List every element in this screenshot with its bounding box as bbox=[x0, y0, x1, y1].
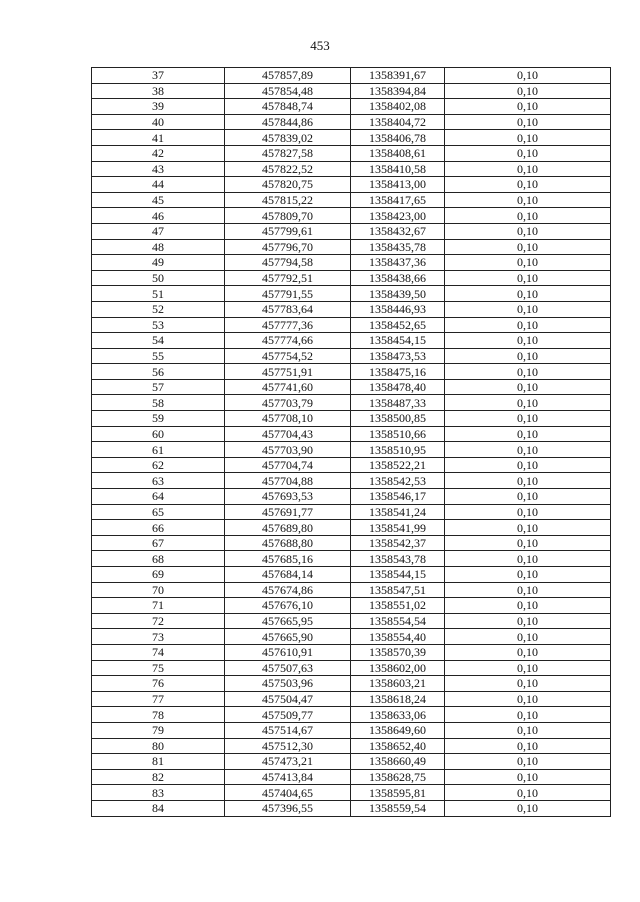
table-row bbox=[92, 114, 611, 130]
y-coordinate-cell: 1358394,84 bbox=[351, 83, 445, 99]
accuracy-cell: 0,10 bbox=[445, 145, 611, 161]
accuracy-cell: 0,10 bbox=[445, 411, 611, 427]
point-number-cell: 39 bbox=[92, 99, 225, 115]
y-coordinate-cell: 1358423,00 bbox=[351, 208, 445, 224]
accuracy-cell: 0,10 bbox=[445, 613, 611, 629]
y-coordinate-cell: 1358500,85 bbox=[351, 411, 445, 427]
x-coordinate-cell: 457665,90 bbox=[225, 629, 351, 645]
table-row bbox=[92, 145, 611, 161]
accuracy-cell: 0,10 bbox=[445, 504, 611, 520]
table-row bbox=[92, 535, 611, 551]
y-coordinate-cell: 1358551,02 bbox=[351, 598, 445, 614]
y-coordinate-cell: 1358417,65 bbox=[351, 192, 445, 208]
x-coordinate-cell: 457704,74 bbox=[225, 457, 351, 473]
table-row bbox=[92, 333, 611, 349]
x-coordinate-cell: 457512,30 bbox=[225, 738, 351, 754]
accuracy-cell: 0,10 bbox=[445, 177, 611, 193]
x-coordinate-cell: 457754,52 bbox=[225, 348, 351, 364]
x-coordinate-cell: 457703,90 bbox=[225, 442, 351, 458]
accuracy-cell: 0,10 bbox=[445, 800, 611, 816]
x-coordinate-cell: 457827,58 bbox=[225, 145, 351, 161]
table-row bbox=[92, 255, 611, 271]
accuracy-cell: 0,10 bbox=[445, 707, 611, 723]
x-coordinate-cell: 457857,89 bbox=[225, 68, 351, 84]
point-number-cell: 68 bbox=[92, 551, 225, 567]
point-number-cell: 57 bbox=[92, 379, 225, 395]
table-row bbox=[92, 457, 611, 473]
y-coordinate-cell: 1358404,72 bbox=[351, 114, 445, 130]
accuracy-cell: 0,10 bbox=[445, 208, 611, 224]
point-number-cell: 47 bbox=[92, 223, 225, 239]
table-row bbox=[92, 177, 611, 193]
point-number-cell: 70 bbox=[92, 582, 225, 598]
table-row bbox=[92, 676, 611, 692]
point-number-cell: 44 bbox=[92, 177, 225, 193]
y-coordinate-cell: 1358628,75 bbox=[351, 769, 445, 785]
x-coordinate-cell: 457704,43 bbox=[225, 426, 351, 442]
table-row bbox=[92, 68, 611, 84]
x-coordinate-cell: 457844,86 bbox=[225, 114, 351, 130]
table-row bbox=[92, 722, 611, 738]
point-number-cell: 48 bbox=[92, 239, 225, 255]
point-number-cell: 80 bbox=[92, 738, 225, 754]
table-row bbox=[92, 379, 611, 395]
x-coordinate-cell: 457704,88 bbox=[225, 473, 351, 489]
y-coordinate-cell: 1358559,54 bbox=[351, 800, 445, 816]
y-coordinate-cell: 1358473,53 bbox=[351, 348, 445, 364]
x-coordinate-cell: 457688,80 bbox=[225, 535, 351, 551]
accuracy-cell: 0,10 bbox=[445, 629, 611, 645]
accuracy-cell: 0,10 bbox=[445, 582, 611, 598]
point-number-cell: 60 bbox=[92, 426, 225, 442]
accuracy-cell: 0,10 bbox=[445, 161, 611, 177]
point-number-cell: 61 bbox=[92, 442, 225, 458]
accuracy-cell: 0,10 bbox=[445, 130, 611, 146]
accuracy-cell: 0,10 bbox=[445, 426, 611, 442]
y-coordinate-cell: 1358510,95 bbox=[351, 442, 445, 458]
accuracy-cell: 0,10 bbox=[445, 223, 611, 239]
accuracy-cell: 0,10 bbox=[445, 644, 611, 660]
point-number-cell: 54 bbox=[92, 333, 225, 349]
y-coordinate-cell: 1358435,78 bbox=[351, 239, 445, 255]
point-number-cell: 62 bbox=[92, 457, 225, 473]
table-row bbox=[92, 613, 611, 629]
y-coordinate-cell: 1358544,15 bbox=[351, 567, 445, 583]
point-number-cell: 50 bbox=[92, 270, 225, 286]
table-row bbox=[92, 800, 611, 816]
accuracy-cell: 0,10 bbox=[445, 379, 611, 395]
y-coordinate-cell: 1358542,53 bbox=[351, 473, 445, 489]
x-coordinate-cell: 457691,77 bbox=[225, 504, 351, 520]
accuracy-cell: 0,10 bbox=[445, 270, 611, 286]
point-number-cell: 59 bbox=[92, 411, 225, 427]
table-row bbox=[92, 301, 611, 317]
point-number-cell: 74 bbox=[92, 644, 225, 660]
table-row bbox=[92, 707, 611, 723]
point-number-cell: 79 bbox=[92, 722, 225, 738]
table-row bbox=[92, 489, 611, 505]
table-row bbox=[92, 598, 611, 614]
accuracy-cell: 0,10 bbox=[445, 457, 611, 473]
point-number-cell: 83 bbox=[92, 785, 225, 801]
table-row bbox=[92, 644, 611, 660]
x-coordinate-cell: 457610,91 bbox=[225, 644, 351, 660]
x-coordinate-cell: 457799,61 bbox=[225, 223, 351, 239]
y-coordinate-cell: 1358391,67 bbox=[351, 68, 445, 84]
y-coordinate-cell: 1358432,67 bbox=[351, 223, 445, 239]
x-coordinate-cell: 457507,63 bbox=[225, 660, 351, 676]
y-coordinate-cell: 1358541,99 bbox=[351, 520, 445, 536]
y-coordinate-cell: 1358554,54 bbox=[351, 613, 445, 629]
table-row bbox=[92, 286, 611, 302]
point-number-cell: 41 bbox=[92, 130, 225, 146]
y-coordinate-cell: 1358446,93 bbox=[351, 301, 445, 317]
x-coordinate-cell: 457751,91 bbox=[225, 364, 351, 380]
point-number-cell: 37 bbox=[92, 68, 225, 84]
point-number-cell: 75 bbox=[92, 660, 225, 676]
x-coordinate-cell: 457794,58 bbox=[225, 255, 351, 271]
y-coordinate-cell: 1358454,15 bbox=[351, 333, 445, 349]
x-coordinate-cell: 457665,95 bbox=[225, 613, 351, 629]
y-coordinate-cell: 1358652,40 bbox=[351, 738, 445, 754]
table-row bbox=[92, 411, 611, 427]
accuracy-cell: 0,10 bbox=[445, 286, 611, 302]
accuracy-cell: 0,10 bbox=[445, 83, 611, 99]
point-number-cell: 55 bbox=[92, 348, 225, 364]
accuracy-cell: 0,10 bbox=[445, 99, 611, 115]
x-coordinate-cell: 457708,10 bbox=[225, 411, 351, 427]
point-number-cell: 65 bbox=[92, 504, 225, 520]
x-coordinate-cell: 457676,10 bbox=[225, 598, 351, 614]
accuracy-cell: 0,10 bbox=[445, 551, 611, 567]
table-row bbox=[92, 520, 611, 536]
x-coordinate-cell: 457792,51 bbox=[225, 270, 351, 286]
point-number-cell: 64 bbox=[92, 489, 225, 505]
table-row bbox=[92, 130, 611, 146]
point-number-cell: 42 bbox=[92, 145, 225, 161]
accuracy-cell: 0,10 bbox=[445, 738, 611, 754]
point-number-cell: 45 bbox=[92, 192, 225, 208]
table-row bbox=[92, 395, 611, 411]
table-row bbox=[92, 317, 611, 333]
table-row bbox=[92, 223, 611, 239]
y-coordinate-cell: 1358413,00 bbox=[351, 177, 445, 193]
y-coordinate-cell: 1358437,36 bbox=[351, 255, 445, 271]
y-coordinate-cell: 1358541,24 bbox=[351, 504, 445, 520]
y-coordinate-cell: 1358402,08 bbox=[351, 99, 445, 115]
x-coordinate-cell: 457774,66 bbox=[225, 333, 351, 349]
accuracy-cell: 0,10 bbox=[445, 785, 611, 801]
x-coordinate-cell: 457689,80 bbox=[225, 520, 351, 536]
x-coordinate-cell: 457684,14 bbox=[225, 567, 351, 583]
point-number-cell: 46 bbox=[92, 208, 225, 224]
table-row bbox=[92, 691, 611, 707]
y-coordinate-cell: 1358406,78 bbox=[351, 130, 445, 146]
x-coordinate-cell: 457509,77 bbox=[225, 707, 351, 723]
accuracy-cell: 0,10 bbox=[445, 660, 611, 676]
x-coordinate-cell: 457791,55 bbox=[225, 286, 351, 302]
x-coordinate-cell: 457809,70 bbox=[225, 208, 351, 224]
y-coordinate-cell: 1358510,66 bbox=[351, 426, 445, 442]
point-number-cell: 52 bbox=[92, 301, 225, 317]
x-coordinate-cell: 457854,48 bbox=[225, 83, 351, 99]
x-coordinate-cell: 457504,47 bbox=[225, 691, 351, 707]
accuracy-cell: 0,10 bbox=[445, 114, 611, 130]
x-coordinate-cell: 457503,96 bbox=[225, 676, 351, 692]
y-coordinate-cell: 1358542,37 bbox=[351, 535, 445, 551]
x-coordinate-cell: 457674,86 bbox=[225, 582, 351, 598]
accuracy-cell: 0,10 bbox=[445, 598, 611, 614]
y-coordinate-cell: 1358439,50 bbox=[351, 286, 445, 302]
accuracy-cell: 0,10 bbox=[445, 364, 611, 380]
y-coordinate-cell: 1358554,40 bbox=[351, 629, 445, 645]
accuracy-cell: 0,10 bbox=[445, 317, 611, 333]
table-row bbox=[92, 192, 611, 208]
table-row bbox=[92, 99, 611, 115]
table-row bbox=[92, 567, 611, 583]
x-coordinate-cell: 457413,84 bbox=[225, 769, 351, 785]
x-coordinate-cell: 457796,70 bbox=[225, 239, 351, 255]
accuracy-cell: 0,10 bbox=[445, 754, 611, 770]
accuracy-cell: 0,10 bbox=[445, 301, 611, 317]
table-row bbox=[92, 660, 611, 676]
y-coordinate-cell: 1358570,39 bbox=[351, 644, 445, 660]
point-number-cell: 56 bbox=[92, 364, 225, 380]
x-coordinate-cell: 457685,16 bbox=[225, 551, 351, 567]
y-coordinate-cell: 1358595,81 bbox=[351, 785, 445, 801]
coordinates-table bbox=[91, 67, 611, 817]
point-number-cell: 40 bbox=[92, 114, 225, 130]
x-coordinate-cell: 457839,02 bbox=[225, 130, 351, 146]
table-row bbox=[92, 239, 611, 255]
point-number-cell: 82 bbox=[92, 769, 225, 785]
x-coordinate-cell: 457703,79 bbox=[225, 395, 351, 411]
accuracy-cell: 0,10 bbox=[445, 348, 611, 364]
point-number-cell: 69 bbox=[92, 567, 225, 583]
y-coordinate-cell: 1358522,21 bbox=[351, 457, 445, 473]
table-row bbox=[92, 551, 611, 567]
point-number-cell: 66 bbox=[92, 520, 225, 536]
x-coordinate-cell: 457473,21 bbox=[225, 754, 351, 770]
y-coordinate-cell: 1358633,06 bbox=[351, 707, 445, 723]
x-coordinate-cell: 457820,75 bbox=[225, 177, 351, 193]
point-number-cell: 67 bbox=[92, 535, 225, 551]
page-number: 453 bbox=[310, 38, 330, 53]
point-number-cell: 49 bbox=[92, 255, 225, 271]
point-number-cell: 76 bbox=[92, 676, 225, 692]
point-number-cell: 84 bbox=[92, 800, 225, 816]
y-coordinate-cell: 1358408,61 bbox=[351, 145, 445, 161]
point-number-cell: 78 bbox=[92, 707, 225, 723]
coordinates-table-body bbox=[92, 68, 611, 817]
accuracy-cell: 0,10 bbox=[445, 691, 611, 707]
point-number-cell: 63 bbox=[92, 473, 225, 489]
accuracy-cell: 0,10 bbox=[445, 442, 611, 458]
x-coordinate-cell: 457815,22 bbox=[225, 192, 351, 208]
y-coordinate-cell: 1358452,65 bbox=[351, 317, 445, 333]
point-number-cell: 43 bbox=[92, 161, 225, 177]
accuracy-cell: 0,10 bbox=[445, 192, 611, 208]
accuracy-cell: 0,10 bbox=[445, 239, 611, 255]
accuracy-cell: 0,10 bbox=[445, 473, 611, 489]
table-row bbox=[92, 364, 611, 380]
table-row bbox=[92, 270, 611, 286]
point-number-cell: 71 bbox=[92, 598, 225, 614]
y-coordinate-cell: 1358660,49 bbox=[351, 754, 445, 770]
table-row bbox=[92, 473, 611, 489]
y-coordinate-cell: 1358649,60 bbox=[351, 722, 445, 738]
x-coordinate-cell: 457783,64 bbox=[225, 301, 351, 317]
x-coordinate-cell: 457404,65 bbox=[225, 785, 351, 801]
y-coordinate-cell: 1358602,00 bbox=[351, 660, 445, 676]
accuracy-cell: 0,10 bbox=[445, 395, 611, 411]
table-row bbox=[92, 442, 611, 458]
table-row bbox=[92, 426, 611, 442]
x-coordinate-cell: 457848,74 bbox=[225, 99, 351, 115]
point-number-cell: 53 bbox=[92, 317, 225, 333]
point-number-cell: 72 bbox=[92, 613, 225, 629]
x-coordinate-cell: 457693,53 bbox=[225, 489, 351, 505]
accuracy-cell: 0,10 bbox=[445, 676, 611, 692]
point-number-cell: 77 bbox=[92, 691, 225, 707]
y-coordinate-cell: 1358478,40 bbox=[351, 379, 445, 395]
table-row bbox=[92, 582, 611, 598]
table-row bbox=[92, 738, 611, 754]
table-row bbox=[92, 348, 611, 364]
table-row bbox=[92, 754, 611, 770]
accuracy-cell: 0,10 bbox=[445, 769, 611, 785]
accuracy-cell: 0,10 bbox=[445, 535, 611, 551]
accuracy-cell: 0,10 bbox=[445, 722, 611, 738]
point-number-cell: 73 bbox=[92, 629, 225, 645]
x-coordinate-cell: 457822,52 bbox=[225, 161, 351, 177]
accuracy-cell: 0,10 bbox=[445, 520, 611, 536]
x-coordinate-cell: 457514,67 bbox=[225, 722, 351, 738]
x-coordinate-cell: 457741,60 bbox=[225, 379, 351, 395]
y-coordinate-cell: 1358547,51 bbox=[351, 582, 445, 598]
accuracy-cell: 0,10 bbox=[445, 333, 611, 349]
y-coordinate-cell: 1358603,21 bbox=[351, 676, 445, 692]
y-coordinate-cell: 1358487,33 bbox=[351, 395, 445, 411]
x-coordinate-cell: 457777,36 bbox=[225, 317, 351, 333]
point-number-cell: 38 bbox=[92, 83, 225, 99]
accuracy-cell: 0,10 bbox=[445, 255, 611, 271]
y-coordinate-cell: 1358438,66 bbox=[351, 270, 445, 286]
point-number-cell: 58 bbox=[92, 395, 225, 411]
table-row bbox=[92, 83, 611, 99]
y-coordinate-cell: 1358546,17 bbox=[351, 489, 445, 505]
accuracy-cell: 0,10 bbox=[445, 567, 611, 583]
accuracy-cell: 0,10 bbox=[445, 489, 611, 505]
accuracy-cell: 0,10 bbox=[445, 68, 611, 84]
table-row bbox=[92, 785, 611, 801]
y-coordinate-cell: 1358475,16 bbox=[351, 364, 445, 380]
table-row bbox=[92, 504, 611, 520]
x-coordinate-cell: 457396,55 bbox=[225, 800, 351, 816]
table-row bbox=[92, 208, 611, 224]
y-coordinate-cell: 1358410,58 bbox=[351, 161, 445, 177]
table-row bbox=[92, 769, 611, 785]
y-coordinate-cell: 1358543,78 bbox=[351, 551, 445, 567]
point-number-cell: 81 bbox=[92, 754, 225, 770]
point-number-cell: 51 bbox=[92, 286, 225, 302]
table-row bbox=[92, 161, 611, 177]
y-coordinate-cell: 1358618,24 bbox=[351, 691, 445, 707]
table-row bbox=[92, 629, 611, 645]
